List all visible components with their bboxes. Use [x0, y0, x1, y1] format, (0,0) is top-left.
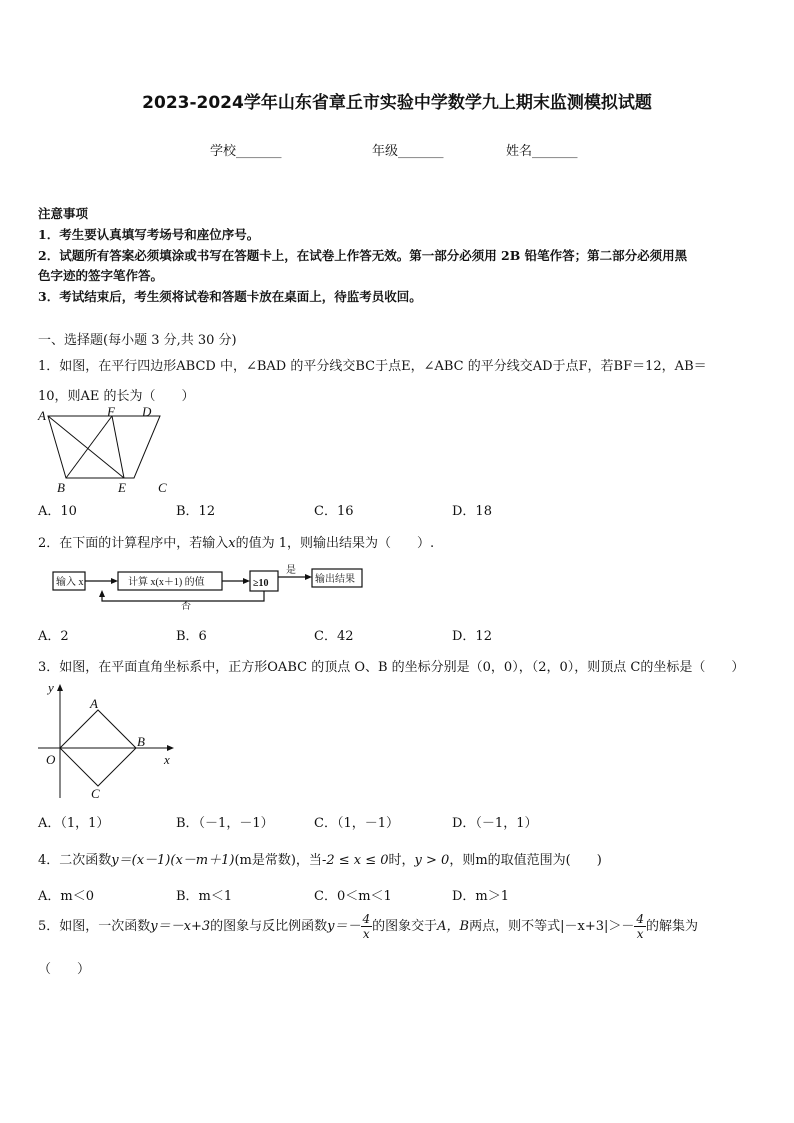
section-heading: 一、选择题(每小题 3 分,共 30 分)	[38, 333, 237, 348]
q5-text-a: 5．如图，一次函数	[38, 919, 151, 934]
q5-frac-den-1: x	[362, 927, 370, 941]
label-b: B	[57, 480, 65, 495]
q2-text-b: 的值为 1，则输出结果为（ ）.	[235, 536, 435, 551]
q4-cond: -2 ≤ x ≤ 0	[321, 853, 389, 868]
q5-text	[38, 912, 698, 941]
q4-option-d[interactable]: D．m＞1	[452, 889, 510, 904]
q1-parallelogram-figure	[30, 404, 180, 496]
q2-text	[38, 532, 434, 551]
label-f: F	[107, 404, 115, 419]
segment-bf	[66, 416, 112, 478]
q4-option-b[interactable]: B．m＜1	[176, 889, 233, 904]
q5-points: A，B	[437, 919, 470, 934]
notice-heading: 注意事项	[38, 206, 89, 221]
q4-expr: y＝(x－1)(x－m＋1)	[111, 853, 235, 868]
name-field: 姓名_______	[506, 144, 578, 159]
q5-text-e: 的解集为	[646, 919, 699, 934]
q2-flowchart	[48, 564, 368, 610]
segment-ae	[48, 416, 124, 478]
page-title: 2023-2024学年山东省章丘市实验中学数学九上期末监测模拟试题	[142, 93, 652, 113]
q3-option-d[interactable]: D．（－1，1）	[452, 816, 538, 831]
q5-fraction-1	[361, 912, 373, 941]
notice-item-2: 2．试题所有答案必须填涂或书写在答题卡上，在试卷上作答无效。第一部分必须用 2B 铅笔作答；第二部分必须用黑	[38, 248, 688, 263]
school-field: 学校_______	[210, 144, 282, 159]
q1-text-line1: 1．如图，在平行四边形ABCD 中，∠BAD 的平分线交BC于点E，∠ABC 的平分线交AD于点F，若BF＝12，AB＝	[38, 359, 707, 374]
q5-expr2: y＝－	[327, 919, 361, 934]
q5-frac-num-1: 4	[362, 912, 371, 926]
q5-text-c: 的图象交于	[372, 919, 438, 934]
label-c: C	[158, 480, 167, 495]
notice-item-3: 3．考试结束后，考生须将试卷和答题卡放在桌面上，待监考员收回。	[38, 289, 422, 304]
q4-option-a[interactable]: A．m＜0	[38, 889, 94, 904]
q4-cond2: y > 0	[414, 853, 450, 868]
q3-coordinate-figure	[34, 680, 184, 804]
label-y-axis: y	[48, 680, 54, 695]
notice-item-1: 1．考生要认真填写考场号和座位序号。	[38, 227, 260, 242]
q5-fraction-2	[634, 912, 646, 941]
q3-option-c[interactable]: C．（1，－1）	[314, 816, 399, 831]
q2-option-a[interactable]: A．2	[38, 629, 69, 644]
parallelogram-abcd	[48, 416, 160, 478]
q4-text-d: ，则m的取值范围为( )	[449, 853, 602, 868]
label-c: C	[91, 786, 100, 801]
q3-text: 3．如图，在平面直角坐标系中，正方形OABC 的顶点 O、B 的坐标分别是（0，0），（2，0），则顶点 C的坐标是（ ）	[38, 660, 745, 675]
q2-option-c[interactable]: C．42	[314, 629, 354, 644]
flow-no-label: 否	[181, 601, 191, 610]
flow-yes-label: 是	[286, 565, 296, 576]
q5-text-b: 的图象与反比例函数	[210, 919, 328, 934]
notice-item-2-cont: 色字迹的签字笔作答。	[38, 268, 164, 283]
label-b: B	[137, 734, 145, 749]
q5-text-d: 两点，则不等式|－x+3|＞－	[469, 919, 635, 934]
label-x-axis: x	[164, 752, 170, 767]
q1-option-a[interactable]: A．10	[38, 504, 77, 519]
q4-text-a: 4．二次函数	[38, 853, 112, 868]
q5-frac-num-2: 4	[636, 912, 645, 926]
q1-option-b[interactable]: B．12	[176, 504, 216, 519]
q1-text-line2: 10，则AE 的长为（ ）	[38, 389, 195, 404]
q1-option-d[interactable]: D．18	[452, 504, 492, 519]
q4-text	[38, 849, 602, 868]
flow-output-label: 输出结果	[315, 574, 355, 585]
q5-expr1: y＝－x+3	[150, 919, 211, 934]
q2-text-var: x	[228, 536, 236, 551]
q2-option-d[interactable]: D．12	[452, 629, 492, 644]
q4-text-c: 时，	[388, 853, 415, 868]
label-a: A	[38, 408, 46, 423]
q5-frac-den-2: x	[636, 927, 644, 941]
q3-option-a[interactable]: A．（1，1）	[38, 816, 110, 831]
flow-input-label: 输入 x	[56, 577, 84, 588]
flow-compute-label: 计算 x(x＋1) 的值	[128, 577, 205, 588]
q4-option-c[interactable]: C．0＜m＜1	[314, 889, 392, 904]
q4-text-b: (m是常数)，当	[234, 853, 322, 868]
grade-field: 年级_______	[372, 144, 444, 159]
flow-check-label: ≥10	[253, 578, 269, 589]
q2-text-a: 2．在下面的计算程序中，若输入	[38, 536, 229, 551]
label-d: D	[142, 404, 152, 419]
label-e: E	[118, 480, 126, 495]
q2-option-b[interactable]: B．6	[176, 629, 207, 644]
q5-answer-brackets: （ ）	[38, 962, 91, 977]
segment-fe	[112, 416, 124, 478]
label-o: O	[46, 752, 56, 767]
q3-option-b[interactable]: B．（－1，－1）	[176, 816, 274, 831]
q1-option-c[interactable]: C．16	[314, 504, 354, 519]
label-a: A	[90, 696, 98, 711]
